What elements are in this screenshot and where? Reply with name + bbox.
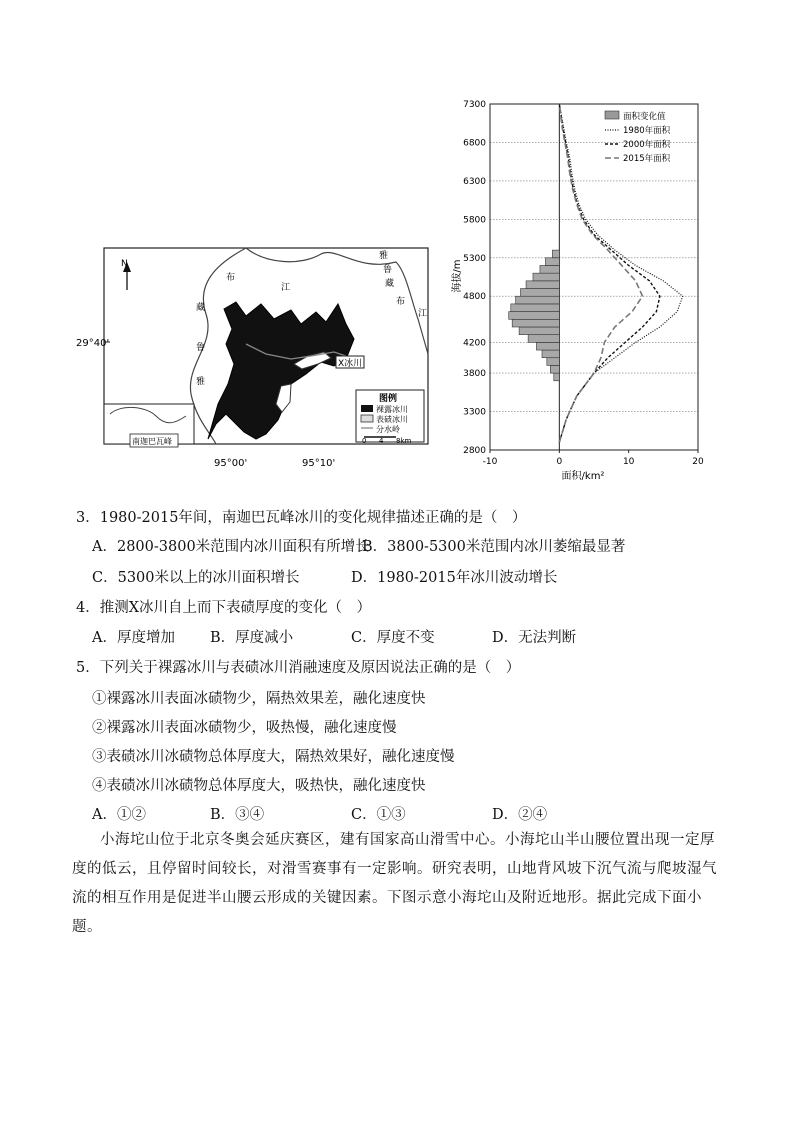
q5-option-b: B．③④ <box>210 807 265 823</box>
scale-4: 4 <box>379 437 384 445</box>
river-char-7: 江 <box>281 283 291 293</box>
y-axis-label: 海拔/m <box>452 259 463 293</box>
river-char-6: 布 <box>226 273 236 283</box>
area-change-bar <box>512 319 559 327</box>
lon-label-1: 95°00' <box>214 458 248 469</box>
latitude-label: 29°40' <box>76 338 110 349</box>
q3-option-a: A．2800-3800米范围内冰川面积有所增长 <box>92 539 370 555</box>
area-change-bar <box>516 296 560 304</box>
area-change-bar <box>552 250 559 258</box>
q4-option-b: B．厚度减小 <box>210 630 294 646</box>
y-tick-label: 3800 <box>463 369 486 380</box>
q3-stem: 3．1980-2015年间，南迦巴瓦峰冰川的变化规律描述正确的是（ ） <box>76 510 527 526</box>
y-tick-label: 7300 <box>463 100 486 110</box>
legend-title: 图例 <box>379 394 398 404</box>
area-change-bar <box>545 258 559 266</box>
q5-option-c: C．①③ <box>351 807 406 823</box>
legend-bare-label: 裸露冰川 <box>376 405 408 414</box>
legend-debris-swatch <box>361 415 373 422</box>
legend-watershed-label: 分水岭 <box>376 425 400 434</box>
q5-option-d: D．②④ <box>492 807 548 823</box>
y-tick-label: 2800 <box>463 446 486 456</box>
area-change-bar <box>554 373 560 381</box>
q5-option-a: A．①② <box>92 807 146 823</box>
legend-2000-label: 2000年面积 <box>623 140 671 150</box>
legend-1980-label: 1980年面积 <box>623 126 671 136</box>
river-char-2: 鲁 <box>383 265 393 275</box>
y-tick-label: 5300 <box>463 253 486 264</box>
area-change-bar <box>519 327 559 335</box>
glacier-map <box>76 244 432 476</box>
passage-paragraph: 小海坨山位于北京冬奥会延庆赛区，建有国家高山滑雪中心。小海坨山半山腰位置出现一定厚度的低云，且停留时间较长，对滑雪赛事有一定影响。研究表明，山地背风坡下沉气流与爬坡湿气流的相互作用是促进半山腰云形成的关键因素。下图示意小海坨山及附近地形。据此完成下面小题。 <box>72 832 717 935</box>
area-change-bar <box>540 265 559 273</box>
lon-label-2: 95°10' <box>302 458 336 469</box>
y-tick-label: 3300 <box>463 407 486 418</box>
x-axis-label: 面积/km² <box>561 471 605 482</box>
legend-bar-swatch <box>605 111 619 119</box>
area-change-bar <box>509 312 560 320</box>
y-tick-label: 4800 <box>463 292 486 303</box>
q5-statement-4: ④表碛冰川冰碛物总体厚度大，吸热快，融化速度快 <box>92 778 426 794</box>
q4-option-d: D．无法判断 <box>492 630 577 646</box>
area-change-bar <box>526 281 559 289</box>
legend-bare-swatch <box>361 405 373 412</box>
river-char-3: 藏 <box>385 279 395 289</box>
area-change-bar <box>536 342 559 350</box>
q3-option-d: D．1980-2015年冰川波动增长 <box>351 570 558 586</box>
area-change-bar <box>521 289 560 297</box>
legend-2015-label: 2015年面积 <box>623 154 671 164</box>
legend-debris-label: 表碛冰川 <box>376 415 408 424</box>
x-tick-label: 20 <box>692 457 704 467</box>
area-change-bar <box>547 358 559 366</box>
q4-stem: 4．推测X冰川自上而下表碛厚度的变化（ ） <box>76 600 372 616</box>
area-change-bar <box>542 350 559 358</box>
x-glacier-label: X冰川 <box>338 359 363 369</box>
area-elevation-chart <box>448 96 718 486</box>
q3-option-c: C．5300米以上的冰川面积增长 <box>92 570 300 586</box>
q3-option-b: B．3800-5300米范围内冰川萎缩最显著 <box>362 539 626 555</box>
q4-option-c: C．厚度不变 <box>351 630 435 646</box>
q4-option-a: A．厚度增加 <box>92 630 175 646</box>
x-tick-label: 0 <box>556 457 563 467</box>
river-char-1: 雅 <box>379 251 389 261</box>
north-label: N <box>121 259 128 269</box>
legend-bar-label: 面积变化值 <box>623 112 666 122</box>
river-char-10: 雅 <box>196 377 206 387</box>
area-change-bar <box>550 365 559 373</box>
area-change-bar <box>533 273 559 281</box>
q5-statement-3: ③表碛冰川冰碛物总体厚度大，隔热效果好，融化速度慢 <box>92 749 455 765</box>
y-tick-label: 6800 <box>463 138 486 149</box>
q5-statement-1: ①裸露冰川表面冰碛物少，隔热效果差，融化速度快 <box>92 691 426 707</box>
scale-8: 8km <box>396 437 412 445</box>
y-tick-label: 5800 <box>463 215 486 226</box>
river-char-8: 藏 <box>196 303 206 313</box>
y-tick-label: 4200 <box>463 338 486 349</box>
q5-stem: 5．下列关于裸露冰川与表碛冰川消融速度及原因说法正确的是（ ） <box>76 660 521 676</box>
river-char-9: 鲁 <box>196 343 206 353</box>
inset-label: 南迦巴瓦峰 <box>132 437 172 446</box>
river-char-5: 江 <box>418 309 428 319</box>
x-tick-label: 10 <box>622 457 635 467</box>
area-change-bar <box>511 304 560 312</box>
q5-statement-2: ②裸露冰川表面冰碛物少，吸热慢，融化速度慢 <box>92 720 397 736</box>
area-change-bar <box>528 335 559 343</box>
scale-0: 0 <box>362 437 367 445</box>
x-tick-label: -10 <box>482 457 498 467</box>
chart-legend <box>605 111 671 164</box>
y-tick-label: 6300 <box>463 176 486 187</box>
chart-bars <box>509 250 560 381</box>
river-char-4: 布 <box>396 297 406 307</box>
